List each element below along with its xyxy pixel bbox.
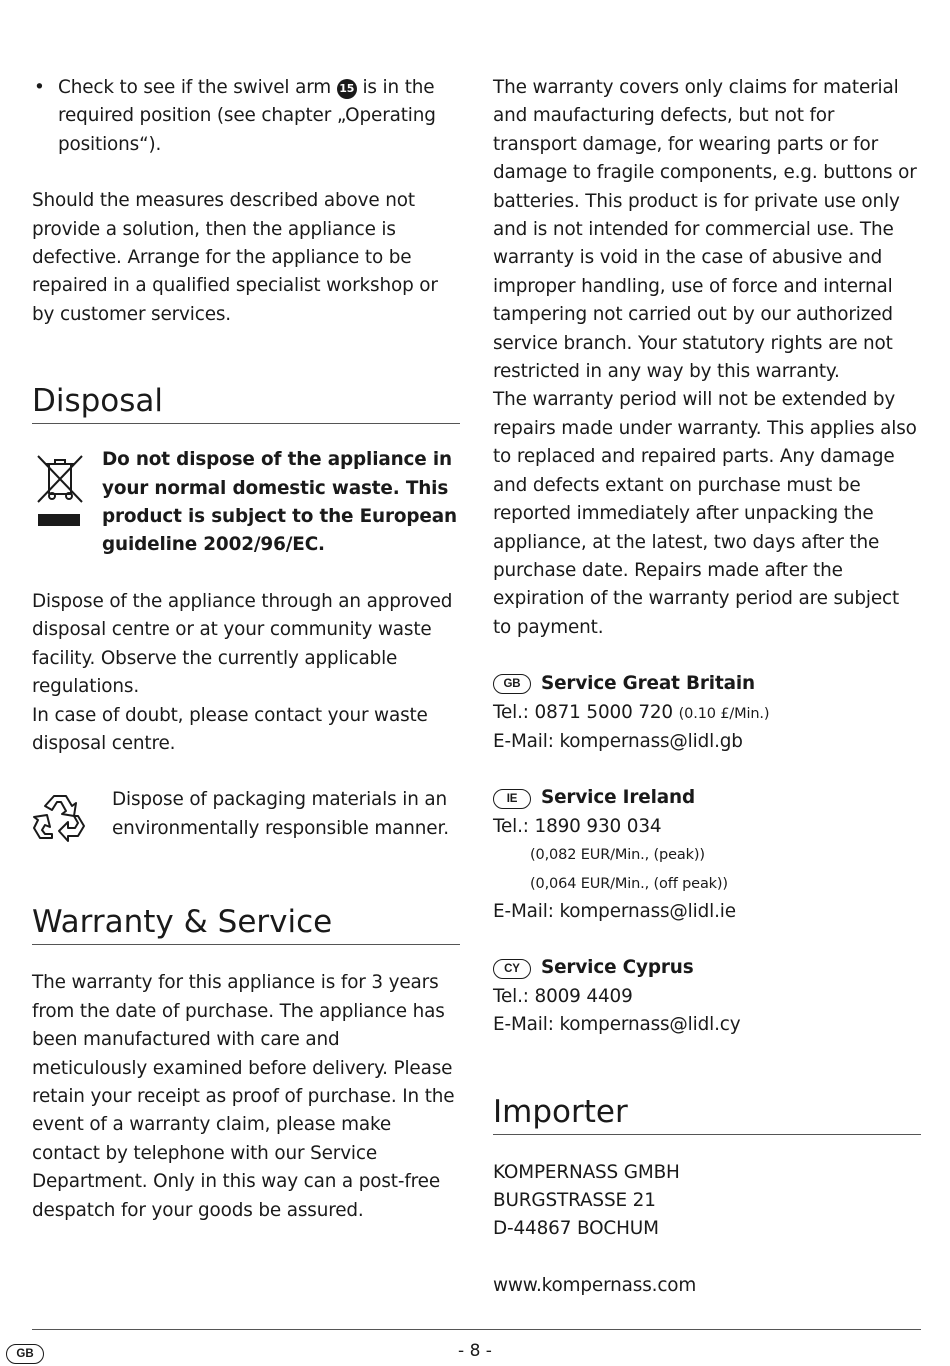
service-cy-email: E-Mail: kompernass@lidl.cy bbox=[493, 1014, 741, 1036]
part-number-badge: 15 bbox=[337, 79, 357, 99]
service-ie-rate-offpeak: (0,064 EUR/Min., (off peak)) bbox=[530, 875, 728, 892]
packaging-notice bbox=[32, 786, 460, 850]
service-gb-heading bbox=[493, 670, 921, 698]
importer-heading: Importer bbox=[493, 1094, 921, 1135]
service-gb-title: Service Great Britain bbox=[541, 673, 755, 695]
weee-notice bbox=[32, 446, 460, 560]
warranty-paragraph: The warranty for this appliance is for 3 years from the date of purchase. The appliance has been manufactured with care and meticulously examined before delivery. Please retain your receipt as proof of purchase. In the event of a warranty claim, please make contact by telephone with our Service Department. Only in this way can a post-free despatch for your goods be assured. bbox=[32, 972, 455, 1221]
page-number: - 8 - bbox=[458, 1341, 492, 1361]
footer-divider bbox=[32, 1329, 921, 1330]
country-badge-gb: GB bbox=[493, 674, 531, 694]
country-badge-cy: CY bbox=[493, 959, 531, 979]
crossed-out-wheelie-bin-icon bbox=[32, 452, 102, 532]
service-cy-phone: Tel.: 8009 4409 bbox=[493, 985, 633, 1007]
service-gb-phone-line bbox=[493, 699, 921, 728]
service-ie-rate-peak: (0,082 EUR/Min., (peak)) bbox=[530, 847, 705, 864]
service-cy-heading bbox=[493, 954, 921, 982]
right-column bbox=[493, 74, 921, 1300]
disposal-heading: Disposal bbox=[32, 383, 460, 424]
bullet-dot: • bbox=[34, 77, 45, 98]
dispose-instructions: Dispose of the appliance through an approved disposal centre or at your community waste facility. Observe the currently applicable regulations. bbox=[32, 590, 453, 698]
bullet-text-post: is in the required position (see chapter „Operating positions“). bbox=[58, 77, 436, 155]
importer-city: D-44867 BOCHUM bbox=[493, 1218, 659, 1240]
service-cy-title: Service Cyprus bbox=[541, 957, 694, 979]
footer-country-badge: GB bbox=[6, 1344, 44, 1364]
weee-warning-text: Do not dispose of the appliance in your normal domestic waste. This product is subject to the European guideline 2002/96/EC. bbox=[102, 449, 457, 556]
packaging-text: Dispose of packaging materials in an environmentally responsible manner. bbox=[112, 789, 449, 839]
service-gb-rate: (0.10 £/Min.) bbox=[678, 705, 770, 722]
defect-paragraph: Should the measures described above not provide a solution, then the appliance is defective. Arrange for the appliance to be repaired in a qualified specialist workshop or by customer services. bbox=[32, 190, 438, 325]
website-link[interactable]: www.kompernass.com bbox=[493, 1274, 697, 1296]
service-gb-phone: Tel.: 0871 5000 720 bbox=[493, 701, 673, 723]
service-ireland bbox=[493, 784, 921, 926]
service-ie-phone: Tel.: 1890 930 034 bbox=[493, 815, 662, 837]
left-column bbox=[32, 74, 460, 1225]
service-ie-email: E-Mail: kompernass@lidl.ie bbox=[493, 900, 736, 922]
country-badge-ie: IE bbox=[493, 789, 531, 809]
bullet-text-pre: Check to see if the swivel arm bbox=[58, 77, 332, 98]
importer-street: BURGSTRASSE 21 bbox=[493, 1190, 656, 1211]
service-gb-email: E-Mail: kompernass@lidl.gb bbox=[493, 730, 743, 752]
warranty-period-paragraph: The warranty period will not be extended by repairs made under warranty. This applies also to replaced and repaired parts. Any damage and defects extant on purchase must be reported immediately after unpacking the appliance, at the latest, two days after the purchase date. Repairs made after the expiration of the warranty period are subject to payment. bbox=[493, 389, 917, 638]
service-ie-title: Service Ireland bbox=[541, 787, 695, 809]
service-ie-heading bbox=[493, 784, 921, 812]
dispose-doubt-text: In case of doubt, please contact your waste disposal centre. bbox=[32, 704, 428, 754]
service-cyprus bbox=[493, 954, 921, 1039]
swivel-arm-check-item bbox=[32, 74, 460, 159]
service-great-britain bbox=[493, 670, 921, 756]
recycling-arrows-icon bbox=[32, 790, 112, 850]
importer-name: KOMPERNASS GMBH bbox=[493, 1161, 680, 1183]
warranty-heading: Warranty & Service bbox=[32, 904, 460, 945]
warranty-coverage-paragraph: The warranty covers only claims for material and maufacturing defects, but not for transport damage, for wearing parts or for damage to fragile components, e.g. buttons or batteries. This product is for private use only and is not intended for commercial use. The warranty is void in the case of abusive and improper handling, use of force and internal tampering not carried out by our authorized service branch. Your statutory rights are not restricted in any way by this warranty. bbox=[493, 77, 917, 383]
